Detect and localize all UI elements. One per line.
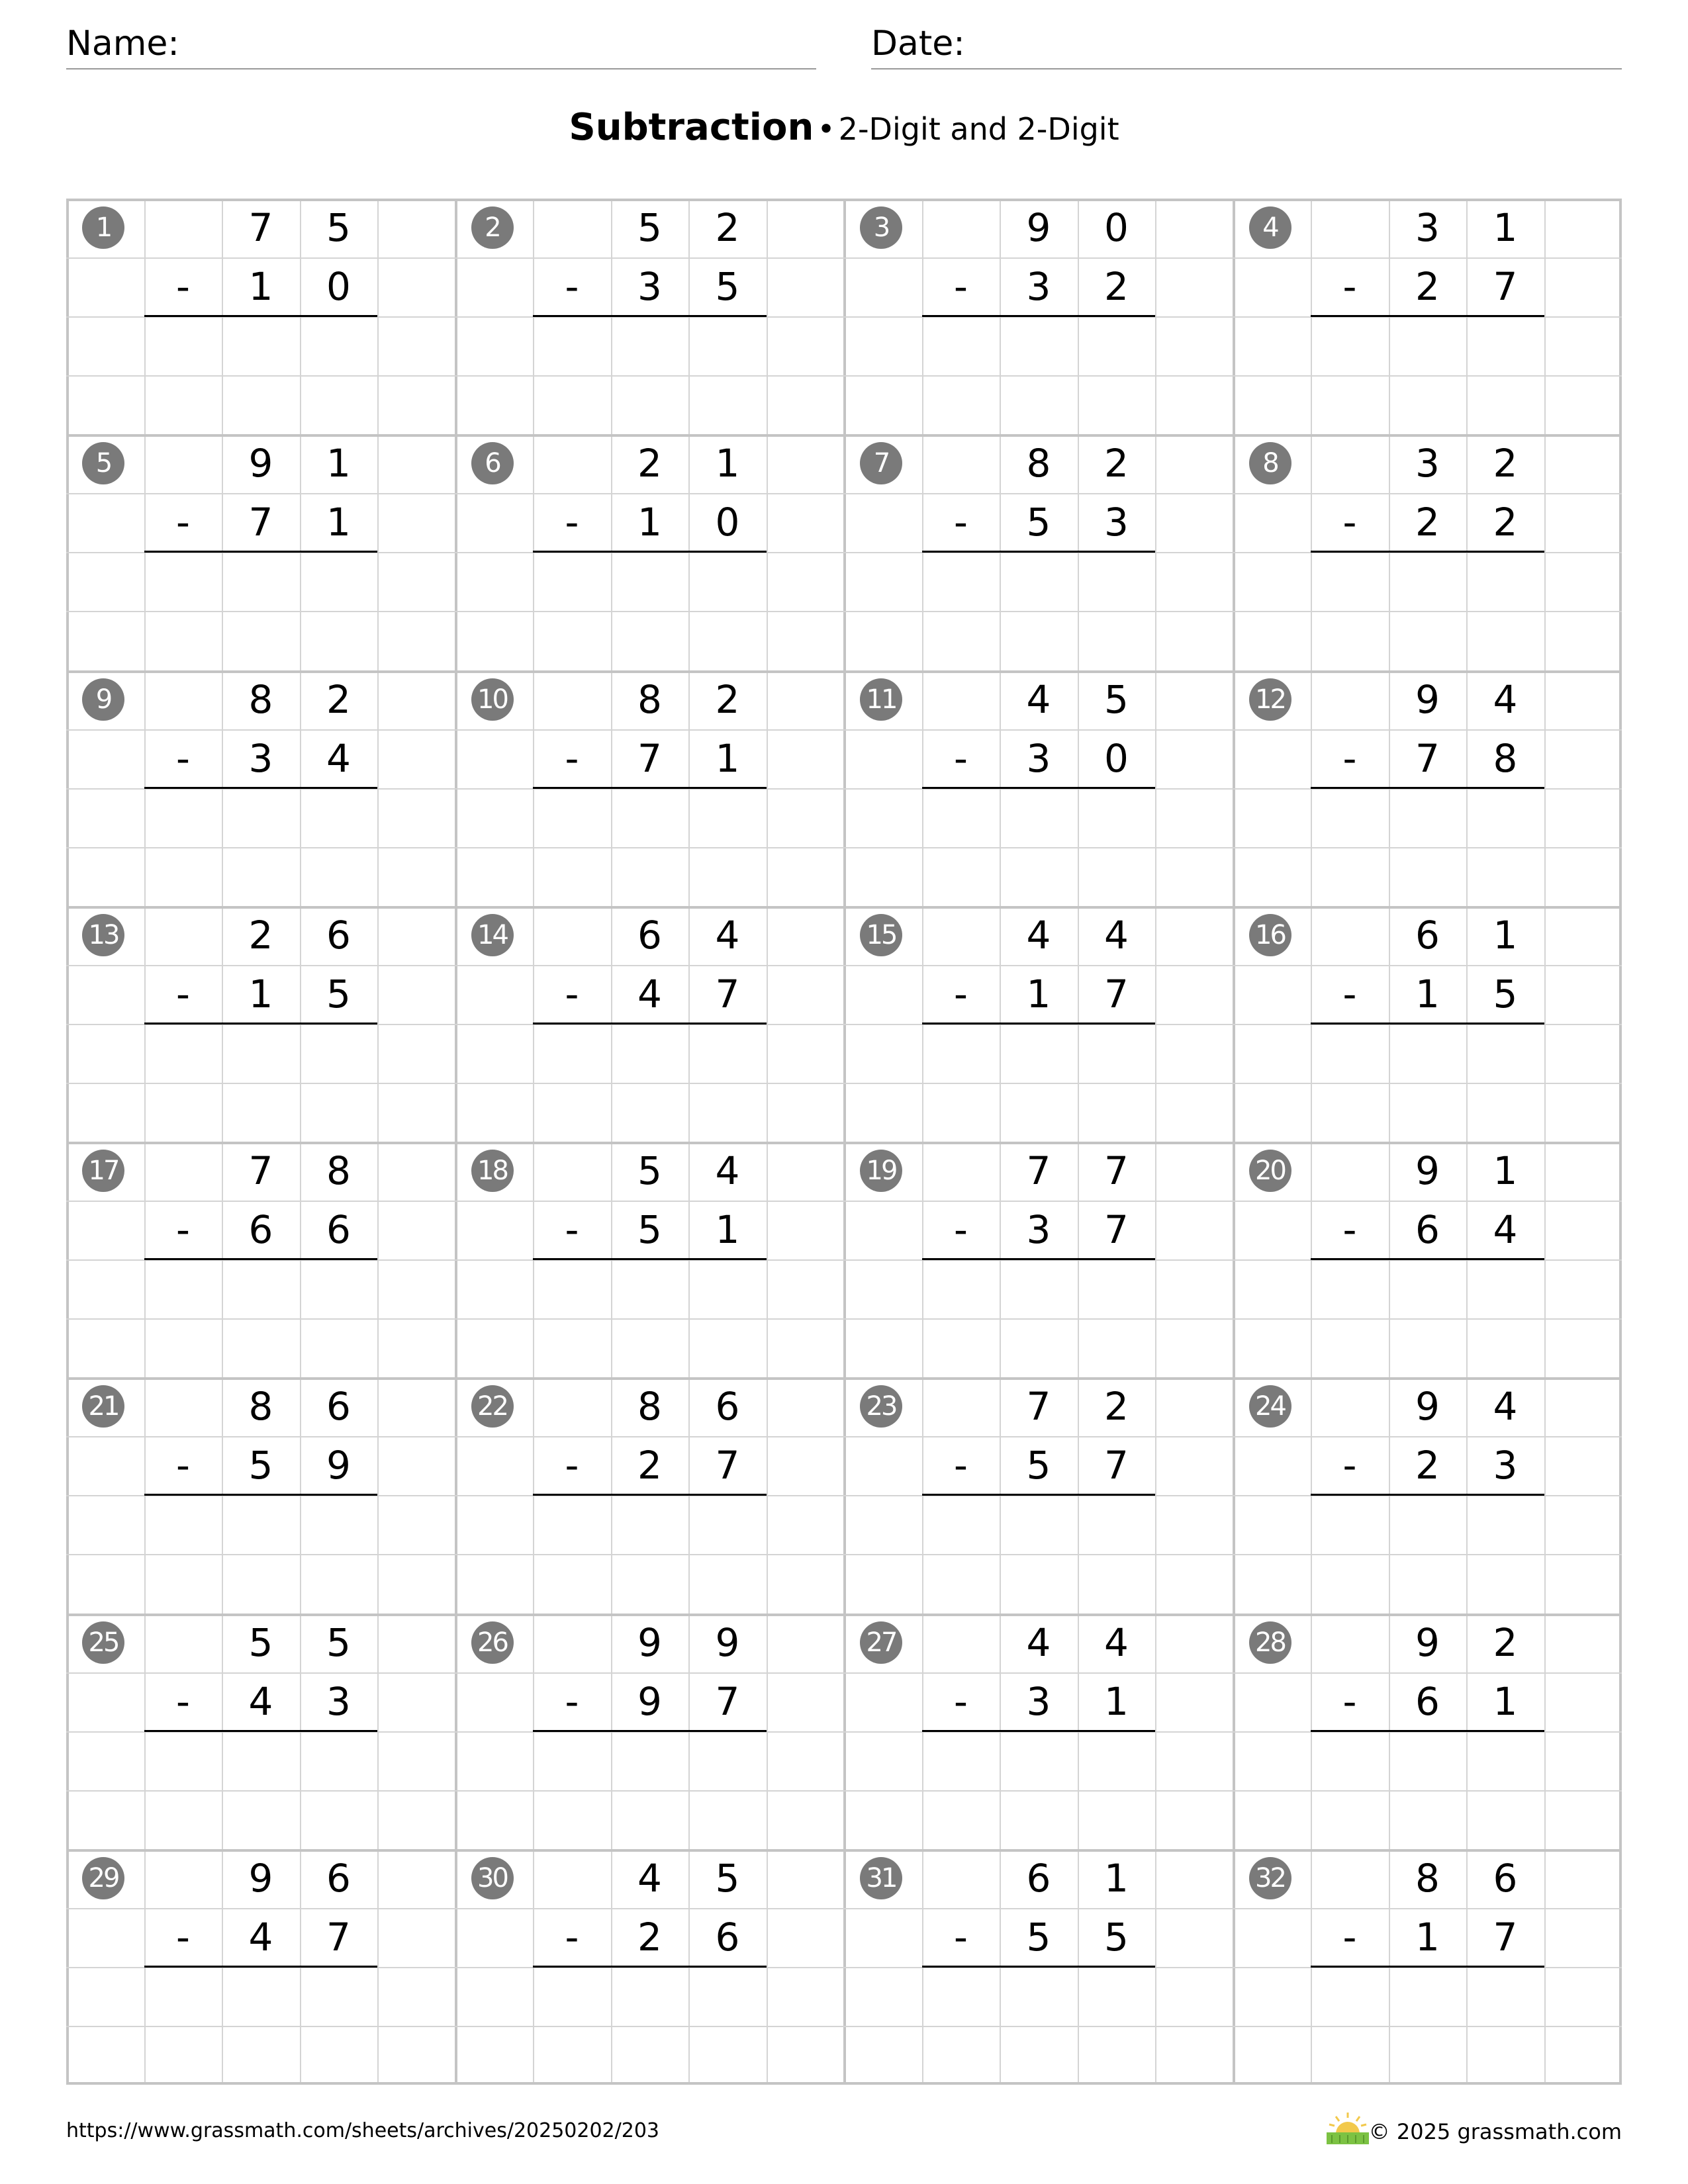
minuend-ones-digit: 1	[326, 441, 351, 486]
subtrahend-ones-digit: 5	[326, 971, 351, 1017]
minuend-tens-digit: 5	[637, 205, 662, 250]
subtrahend-tens-digit: 5	[1026, 1914, 1051, 1960]
subtrahend-tens-digit: 6	[1415, 1207, 1440, 1253]
answer-area[interactable]	[144, 1967, 378, 2026]
minus-sign: -	[565, 735, 579, 781]
subtrahend-ones-digit: 7	[1104, 1207, 1129, 1253]
minus-sign: -	[176, 1443, 190, 1488]
minus-sign: -	[1342, 500, 1357, 545]
subtrahend-ones-digit: 7	[715, 971, 740, 1017]
minuend-ones-digit: 7	[1104, 1148, 1129, 1193]
minuend-tens-digit: 3	[1415, 205, 1440, 250]
minus-sign: -	[954, 735, 968, 781]
subtrahend-tens-digit: 7	[248, 500, 273, 545]
problem	[1233, 906, 1622, 1142]
name-line	[66, 68, 816, 69]
subtrahend-ones-digit: 0	[326, 264, 351, 310]
subtrahend-tens-digit: 1	[1026, 971, 1051, 1017]
problem	[844, 1377, 1233, 1613]
minuend-ones-digit: 6	[1493, 1855, 1518, 1901]
subtrahend-tens-digit: 4	[248, 1678, 273, 1724]
answer-area[interactable]	[922, 316, 1156, 375]
minuend-tens-digit: 4	[1026, 912, 1051, 958]
subtrahend-ones-digit: 1	[715, 1207, 740, 1253]
minus-sign: -	[565, 1678, 579, 1724]
subtrahend-tens-digit: 1	[1415, 971, 1440, 1017]
problem-number-badge: 22	[471, 1385, 514, 1428]
minuend-tens-digit: 8	[637, 1384, 662, 1430]
subtrahend-ones-digit: 5	[1104, 1914, 1129, 1960]
answer-area[interactable]	[533, 552, 767, 611]
problem-number-badge: 5	[82, 442, 124, 484]
problem	[1233, 1614, 1622, 1849]
subtrahend-tens-digit: 3	[1026, 1678, 1051, 1724]
problem	[844, 1849, 1233, 2085]
problem	[1233, 1377, 1622, 1613]
subtrahend-ones-digit: 8	[1493, 735, 1518, 781]
answer-area[interactable]	[922, 1967, 1156, 2026]
minuend-ones-digit: 6	[326, 1384, 351, 1430]
minus-sign: -	[1342, 1914, 1357, 1960]
subtrahend-ones-digit: 7	[1104, 971, 1129, 1017]
date-line	[871, 68, 1622, 69]
minuend-ones-digit: 1	[1493, 912, 1518, 958]
minuend-tens-digit: 8	[248, 1384, 273, 1430]
page-title	[0, 106, 1688, 149]
problem	[844, 434, 1233, 670]
subtrahend-ones-digit: 2	[1493, 500, 1518, 545]
subtrahend-ones-digit: 1	[326, 500, 351, 545]
minuend-ones-digit: 1	[715, 441, 740, 486]
problem	[844, 1614, 1233, 1849]
minuend-ones-digit: 5	[326, 1619, 351, 1665]
minus-sign: -	[565, 500, 579, 545]
answer-area[interactable]	[922, 552, 1156, 611]
problem-number-badge: 17	[82, 1150, 124, 1192]
answer-area[interactable]	[922, 1495, 1156, 1554]
answer-area[interactable]	[922, 788, 1156, 847]
subtrahend-tens-digit: 6	[248, 1207, 273, 1253]
minuend-tens-digit: 4	[637, 1855, 662, 1901]
minuend-tens-digit: 8	[1026, 441, 1051, 486]
subtrahend-tens-digit: 5	[248, 1443, 273, 1488]
subtrahend-tens-digit: 1	[248, 264, 273, 310]
minuend-ones-digit: 0	[1104, 205, 1129, 250]
minuend-ones-digit: 6	[326, 1855, 351, 1901]
answer-area[interactable]	[533, 1731, 767, 1790]
problem	[66, 1142, 455, 1377]
answer-area[interactable]	[144, 1259, 378, 1318]
answer-area[interactable]	[144, 1731, 378, 1790]
answer-area[interactable]	[922, 1024, 1156, 1083]
problem-number-badge: 10	[471, 678, 514, 721]
minuend-tens-digit: 9	[637, 1619, 662, 1665]
answer-area[interactable]	[144, 552, 378, 611]
subtrahend-ones-digit: 7	[1104, 1443, 1129, 1488]
problem-number-badge: 15	[860, 914, 902, 956]
minuend-tens-digit: 4	[1026, 1619, 1051, 1665]
problem	[844, 670, 1233, 906]
problem-number-badge: 6	[471, 442, 514, 484]
problem-number-badge: 18	[471, 1150, 514, 1192]
minuend-ones-digit: 2	[1104, 441, 1129, 486]
minuend-ones-digit: 6	[715, 1384, 740, 1430]
answer-area[interactable]	[533, 1259, 767, 1318]
minuend-ones-digit: 2	[1493, 441, 1518, 486]
problem-number-badge: 31	[860, 1857, 902, 1899]
worksheet-grid	[66, 199, 1622, 2085]
problem-number-badge: 3	[860, 206, 902, 249]
logo-graphic	[1324, 2111, 1372, 2146]
problem-number-badge: 19	[860, 1150, 902, 1192]
answer-area[interactable]	[533, 1495, 767, 1554]
subtrahend-tens-digit: 4	[248, 1914, 273, 1960]
problem-number-badge: 14	[471, 914, 514, 956]
subtrahend-tens-digit: 3	[1026, 1207, 1051, 1253]
minuend-ones-digit: 1	[1493, 1148, 1518, 1193]
minus-sign: -	[176, 971, 190, 1017]
problem-number-badge: 26	[471, 1621, 514, 1664]
problem-number-badge: 16	[1249, 914, 1291, 956]
minuend-tens-digit: 5	[637, 1148, 662, 1193]
subtrahend-ones-digit: 1	[715, 735, 740, 781]
problem	[455, 1849, 844, 2085]
minuend-tens-digit: 7	[248, 205, 273, 250]
problem	[455, 434, 844, 670]
subtrahend-ones-digit: 6	[326, 1207, 351, 1253]
minuend-tens-digit: 9	[248, 1855, 273, 1901]
problem-number-badge: 21	[82, 1385, 124, 1428]
sun-over-grass-icon	[1324, 2111, 1372, 2148]
minuend-ones-digit: 1	[1104, 1855, 1129, 1901]
problem	[1233, 1849, 1622, 2085]
minus-sign: -	[565, 1443, 579, 1488]
minuend-tens-digit: 8	[637, 676, 662, 722]
minuend-ones-digit: 8	[326, 1148, 351, 1193]
minuend-tens-digit: 6	[637, 912, 662, 958]
title-main: Subtraction	[569, 106, 814, 149]
minus-sign: -	[565, 264, 579, 310]
minuend-tens-digit: 9	[248, 441, 273, 486]
minus-sign: -	[1342, 735, 1357, 781]
subtrahend-ones-digit: 5	[715, 264, 740, 310]
minus-sign: -	[1342, 1678, 1357, 1724]
problem-number-badge: 20	[1249, 1150, 1291, 1192]
problem	[844, 1142, 1233, 1377]
subtrahend-tens-digit: 2	[1415, 264, 1440, 310]
subtrahend-tens-digit: 6	[1415, 1678, 1440, 1724]
minuend-ones-digit: 5	[715, 1855, 740, 1901]
minuend-ones-digit: 2	[715, 676, 740, 722]
problem	[1233, 434, 1622, 670]
problem-number-badge: 13	[82, 914, 124, 956]
subtrahend-ones-digit: 2	[1104, 264, 1129, 310]
name-label: Name:	[66, 24, 179, 64]
answer-area[interactable]	[533, 316, 767, 375]
answer-area[interactable]	[1311, 1259, 1544, 1318]
subtrahend-ones-digit: 7	[1493, 1914, 1518, 1960]
date-label: Date:	[871, 24, 965, 64]
problem-number-badge: 23	[860, 1385, 902, 1428]
problem-number-badge: 12	[1249, 678, 1291, 721]
problem	[66, 1614, 455, 1849]
subtrahend-tens-digit: 2	[1415, 500, 1440, 545]
subtrahend-tens-digit: 1	[637, 500, 662, 545]
subtrahend-ones-digit: 0	[715, 500, 740, 545]
minus-sign: -	[176, 1914, 190, 1960]
minuend-tens-digit: 4	[1026, 676, 1051, 722]
minus-sign: -	[1342, 971, 1357, 1017]
problem	[66, 906, 455, 1142]
minuend-ones-digit: 4	[1104, 912, 1129, 958]
subtrahend-tens-digit: 3	[637, 264, 662, 310]
minuend-ones-digit: 5	[1104, 676, 1129, 722]
problem	[66, 1849, 455, 2085]
minuend-ones-digit: 2	[1493, 1619, 1518, 1665]
answer-area[interactable]	[922, 1731, 1156, 1790]
subtrahend-ones-digit: 5	[1493, 971, 1518, 1017]
footer-copyright: © 2025 grassmath.com	[1368, 2119, 1622, 2144]
problem	[1233, 1142, 1622, 1377]
minus-sign: -	[565, 971, 579, 1017]
problem	[66, 434, 455, 670]
minus-sign: -	[954, 971, 968, 1017]
problem-number-badge: 28	[1249, 1621, 1291, 1664]
problem-number-badge: 2	[471, 206, 514, 249]
subtrahend-tens-digit: 3	[248, 735, 273, 781]
subtrahend-ones-digit: 9	[326, 1443, 351, 1488]
subtrahend-ones-digit: 4	[1493, 1207, 1518, 1253]
subtrahend-tens-digit: 7	[637, 735, 662, 781]
minus-sign: -	[176, 1207, 190, 1253]
problem	[66, 670, 455, 906]
problem	[455, 670, 844, 906]
minus-sign: -	[176, 735, 190, 781]
subtrahend-ones-digit: 3	[1104, 500, 1129, 545]
problem	[844, 906, 1233, 1142]
subtrahend-tens-digit: 1	[1415, 1914, 1440, 1960]
answer-area[interactable]	[1311, 788, 1544, 847]
minuend-ones-digit: 2	[715, 205, 740, 250]
subtrahend-tens-digit: 2	[637, 1443, 662, 1488]
subtrahend-ones-digit: 1	[1104, 1678, 1129, 1724]
minuend-tens-digit: 6	[1415, 912, 1440, 958]
minuend-tens-digit: 9	[1026, 205, 1051, 250]
minuend-tens-digit: 2	[637, 441, 662, 486]
minus-sign: -	[954, 264, 968, 310]
subtrahend-tens-digit: 2	[637, 1914, 662, 1960]
problem-number-badge: 11	[860, 678, 902, 721]
subtrahend-ones-digit: 4	[326, 735, 351, 781]
problem	[455, 1142, 844, 1377]
subtrahend-tens-digit: 3	[1026, 264, 1051, 310]
minus-sign: -	[954, 1207, 968, 1253]
answer-area[interactable]	[144, 316, 378, 375]
answer-area[interactable]	[1311, 1731, 1544, 1790]
problem-number-badge: 30	[471, 1857, 514, 1899]
subtrahend-tens-digit: 5	[1026, 1443, 1051, 1488]
subtrahend-tens-digit: 4	[637, 971, 662, 1017]
minus-sign: -	[954, 500, 968, 545]
minuend-tens-digit: 7	[1026, 1384, 1051, 1430]
minus-sign: -	[565, 1207, 579, 1253]
minuend-ones-digit: 9	[715, 1619, 740, 1665]
minuend-tens-digit: 3	[1415, 441, 1440, 486]
subtrahend-tens-digit: 7	[1415, 735, 1440, 781]
problem-number-badge: 32	[1249, 1857, 1291, 1899]
subtrahend-ones-digit: 1	[1493, 1678, 1518, 1724]
problem	[1233, 670, 1622, 906]
minuend-tens-digit: 6	[1026, 1855, 1051, 1901]
problem-number-badge: 25	[82, 1621, 124, 1664]
problem	[455, 906, 844, 1142]
answer-area[interactable]	[144, 1024, 378, 1083]
problem-number-badge: 24	[1249, 1385, 1291, 1428]
footer-url: https://www.grassmath.com/sheets/archives/20250202/203	[66, 2119, 660, 2142]
answer-area[interactable]	[1311, 1967, 1544, 2026]
problem-number-badge: 27	[860, 1621, 902, 1664]
answer-area[interactable]	[144, 788, 378, 847]
minus-sign: -	[954, 1678, 968, 1724]
answer-area[interactable]	[144, 1495, 378, 1554]
minuend-ones-digit: 4	[1493, 1384, 1518, 1430]
problem-number-badge: 7	[860, 442, 902, 484]
minuend-ones-digit: 5	[326, 205, 351, 250]
minus-sign: -	[176, 264, 190, 310]
problem-number-badge: 1	[82, 206, 124, 249]
minuend-ones-digit: 4	[715, 912, 740, 958]
minuend-ones-digit: 4	[715, 1148, 740, 1193]
minuend-ones-digit: 2	[326, 676, 351, 722]
subtrahend-ones-digit: 7	[1493, 264, 1518, 310]
title-sub: 2-Digit and 2-Digit	[838, 111, 1119, 147]
minuend-tens-digit: 9	[1415, 676, 1440, 722]
answer-area[interactable]	[1311, 1495, 1544, 1554]
problem-number-badge: 4	[1249, 206, 1291, 249]
answer-area[interactable]	[1311, 316, 1544, 375]
subtrahend-tens-digit: 3	[1026, 735, 1051, 781]
minuend-ones-digit: 4	[1493, 676, 1518, 722]
problem	[66, 1377, 455, 1613]
minus-sign: -	[1342, 1207, 1357, 1253]
minus-sign: -	[565, 1914, 579, 1960]
subtrahend-ones-digit: 7	[715, 1678, 740, 1724]
answer-area[interactable]	[533, 1967, 767, 2026]
answer-area[interactable]	[533, 788, 767, 847]
minuend-ones-digit: 1	[1493, 205, 1518, 250]
answer-area[interactable]	[533, 1024, 767, 1083]
problem	[1233, 199, 1622, 434]
subtrahend-ones-digit: 7	[326, 1914, 351, 1960]
subtrahend-tens-digit: 5	[1026, 500, 1051, 545]
title-separator: •	[817, 111, 835, 147]
subtrahend-tens-digit: 9	[637, 1678, 662, 1724]
minuend-tens-digit: 2	[248, 912, 273, 958]
subtrahend-ones-digit: 0	[1104, 735, 1129, 781]
minus-sign: -	[1342, 1443, 1357, 1488]
minuend-ones-digit: 4	[1104, 1619, 1129, 1665]
answer-area[interactable]	[1311, 552, 1544, 611]
problem	[455, 1377, 844, 1613]
minus-sign: -	[954, 1443, 968, 1488]
minus-sign: -	[1342, 264, 1357, 310]
subtrahend-tens-digit: 1	[248, 971, 273, 1017]
minus-sign: -	[176, 1678, 190, 1724]
minuend-tens-digit: 9	[1415, 1384, 1440, 1430]
subtrahend-ones-digit: 3	[1493, 1443, 1518, 1488]
problem	[455, 199, 844, 434]
problem-number-badge: 29	[82, 1857, 124, 1899]
answer-area[interactable]	[922, 1259, 1156, 1318]
problem	[844, 199, 1233, 434]
minuend-tens-digit: 8	[248, 676, 273, 722]
minuend-tens-digit: 7	[1026, 1148, 1051, 1193]
subtrahend-ones-digit: 3	[326, 1678, 351, 1724]
problem-number-badge: 8	[1249, 442, 1291, 484]
minuend-ones-digit: 6	[326, 912, 351, 958]
subtrahend-tens-digit: 5	[637, 1207, 662, 1253]
minus-sign: -	[176, 500, 190, 545]
minuend-tens-digit: 5	[248, 1619, 273, 1665]
subtrahend-ones-digit: 7	[715, 1443, 740, 1488]
minuend-tens-digit: 7	[248, 1148, 273, 1193]
minus-sign: -	[954, 1914, 968, 1960]
minuend-tens-digit: 9	[1415, 1619, 1440, 1665]
minuend-tens-digit: 9	[1415, 1148, 1440, 1193]
problem	[455, 1614, 844, 1849]
problem	[66, 199, 455, 434]
answer-area[interactable]	[1311, 1024, 1544, 1083]
subtrahend-ones-digit: 6	[715, 1914, 740, 1960]
minuend-ones-digit: 2	[1104, 1384, 1129, 1430]
problem-number-badge: 9	[82, 678, 124, 721]
minuend-tens-digit: 8	[1415, 1855, 1440, 1901]
subtrahend-tens-digit: 2	[1415, 1443, 1440, 1488]
